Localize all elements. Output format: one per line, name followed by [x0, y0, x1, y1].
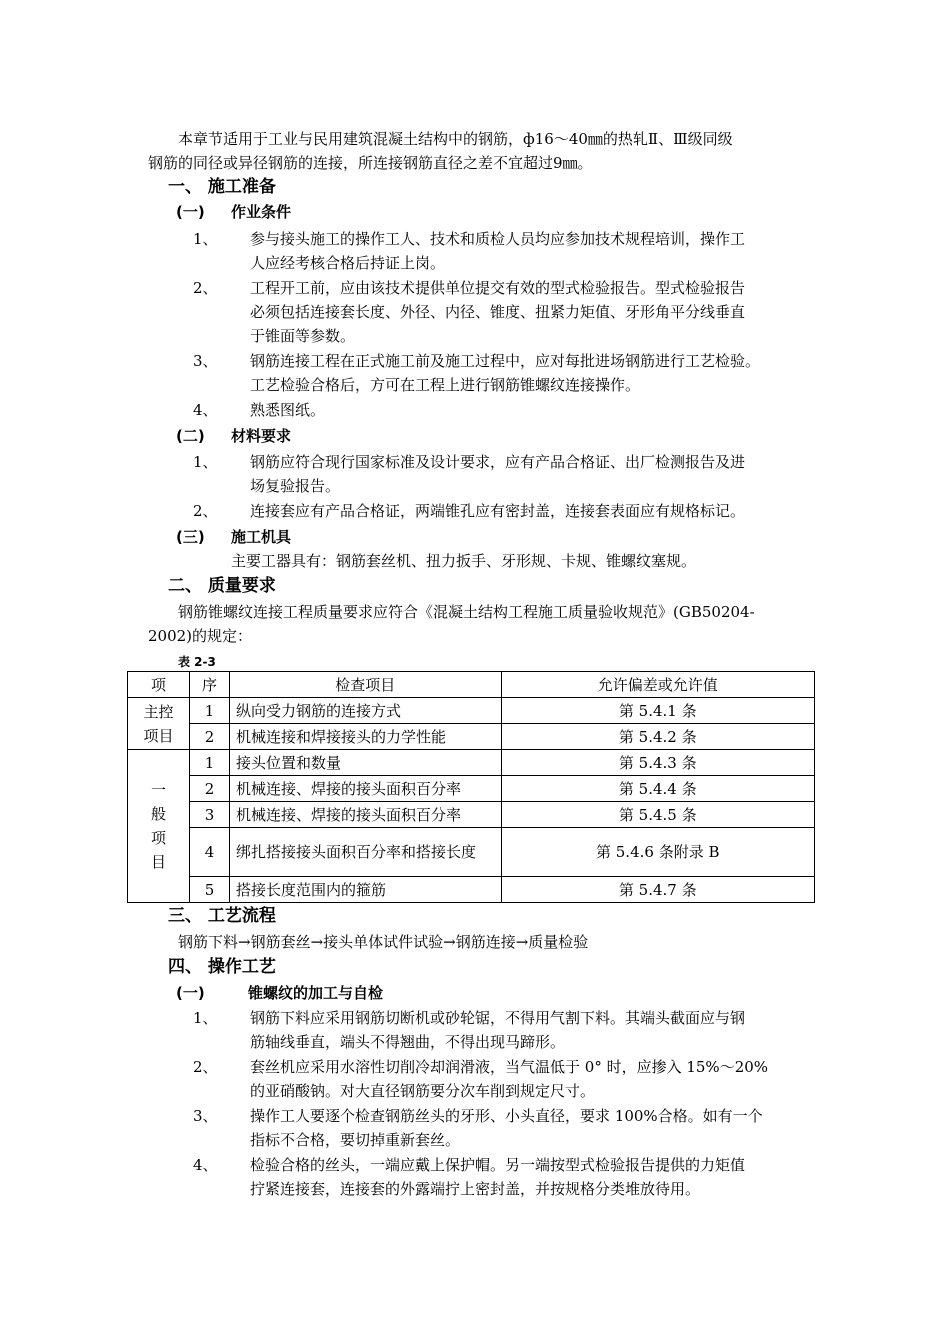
table-row	[128, 877, 815, 903]
list-item-line: 套丝机应采用水溶性切削冷却润滑液，当气温低于 0° 时，应掺入 15%～20%	[250, 1058, 769, 1076]
subsection-1-1-label: (一)	[176, 203, 205, 221]
item-cell: 机械连接、焊接的接头面积百分率	[229, 802, 501, 828]
seq-cell: 2	[189, 724, 229, 750]
value-cell: 第 5.4.5 条	[501, 802, 815, 828]
list-item-line: 的亚硝酸钠。对大直径钢筋要分次车削到规定尺寸。	[250, 1082, 596, 1100]
list-item-number: 1、	[193, 1009, 218, 1027]
seq-cell: 4	[189, 828, 229, 877]
list-item-line: 人应经考核合格后持证上岗。	[250, 254, 446, 272]
table-header-cell: 允许偏差或允许值	[501, 672, 815, 698]
quality-table	[127, 671, 815, 903]
table-header-row	[128, 672, 815, 698]
table-row	[128, 802, 815, 828]
seq-cell: 1	[189, 698, 229, 724]
value-cell: 第 5.4.4 条	[501, 776, 815, 802]
subsection-1-3-title: 施工机具	[231, 528, 292, 546]
item-cell: 绑扎搭接接头面积百分率和搭接长度	[229, 828, 501, 877]
list-item-line: 工艺检验合格后，方可在工程上进行钢筋锥螺纹连接操作。	[250, 376, 641, 394]
subsection-1-2-title: 材料要求	[231, 427, 292, 445]
intro-line-1: 本章节适用于工业与民用建筑混凝土结构中的钢筋，ф16～40㎜的热轧Ⅱ、Ⅲ级同级	[178, 130, 733, 148]
table-row	[128, 828, 815, 877]
table-row	[128, 776, 815, 802]
list-item-line: 必须包括连接套长度、外径、内径、锥度、扭紧力矩值、牙形角平分线垂直	[250, 303, 746, 321]
subsection-4-1-label: (一)	[176, 984, 205, 1002]
section-1-title: 一、 施工准备	[168, 177, 276, 197]
list-item-line: 筋轴线垂直，端头不得翘曲，不得出现马蹄形。	[250, 1033, 566, 1051]
value-cell: 第 5.4.6 条附录 B	[501, 828, 815, 877]
subsection-1-2-label: (二)	[176, 427, 205, 445]
value-cell: 第 5.4.1 条	[501, 698, 815, 724]
table-caption: 表 2-3	[178, 655, 216, 669]
process-flow-text: 钢筋下料→钢筋套丝→接头单体试件试验→钢筋连接→质量检验	[178, 933, 589, 951]
list-item-number: 2、	[193, 1058, 218, 1076]
list-item-number: 2、	[193, 279, 218, 297]
table-row	[128, 750, 815, 776]
seq-cell: 5	[189, 877, 229, 903]
table-header-cell: 序	[189, 672, 229, 698]
list-item-line: 参与接头施工的操作工人、技术和质检人员均应参加技术规程培训，操作工	[250, 230, 746, 248]
list-item-line: 连接套应有产品合格证，两端锥孔应有密封盖，连接套表面应有规格标记。	[250, 502, 746, 520]
item-cell: 机械连接和焊接接头的力学性能	[229, 724, 501, 750]
list-item-line: 钢筋下料应采用钢筋切断机或砂轮锯，不得用气割下料。其端头截面应与钢	[250, 1009, 746, 1027]
subsection-1-1-title: 作业条件	[231, 203, 292, 221]
value-cell: 第 5.4.2 条	[501, 724, 815, 750]
list-item-line: 钢筋连接工程在正式施工前及施工过程中，应对每批进场钢筋进行工艺检验。	[250, 352, 761, 370]
quality-text-line-2: 2002)的规定：	[148, 627, 253, 645]
table-header-cell: 检查项目	[229, 672, 501, 698]
subsection-4-1-title: 锥螺纹的加工与自检	[248, 984, 384, 1002]
value-cell: 第 5.4.7 条	[501, 877, 815, 903]
list-item-line: 指标不合格，要切掉重新套丝。	[250, 1131, 461, 1149]
list-item-number: 4、	[193, 1156, 218, 1174]
tools-text: 主要工器具有：钢筋套丝机、扭力扳手、牙形规、卡规、锥螺纹塞规。	[231, 552, 697, 570]
item-cell: 纵向受力钢筋的连接方式	[229, 698, 501, 724]
seq-cell: 3	[189, 802, 229, 828]
section-3-title: 三、 工艺流程	[168, 906, 276, 926]
list-item-line: 场复验报告。	[250, 477, 341, 495]
list-item-number: 3、	[193, 352, 218, 370]
table-row	[128, 724, 815, 750]
list-item-line: 拧紧连接套，连接套的外露端拧上密封盖，并按规格分类堆放待用。	[250, 1180, 701, 1198]
group-cell-general: 一般项目	[128, 750, 190, 903]
quality-text-line-1: 钢筋锥螺纹连接工程质量要求应符合《混凝土结构工程施工质量验收规范》(GB50204-	[178, 603, 755, 621]
seq-cell: 2	[189, 776, 229, 802]
subsection-1-3-label: (三)	[176, 528, 205, 546]
section-4-title: 四、 操作工艺	[168, 957, 276, 977]
list-item-line: 工程开工前，应由该技术提供单位提交有效的型式检验报告。型式检验报告	[250, 279, 746, 297]
value-cell: 第 5.4.3 条	[501, 750, 815, 776]
section-2-title: 二、 质量要求	[168, 576, 276, 596]
list-item-number: 1、	[193, 453, 218, 471]
group-cell-main-control: 主控项目	[128, 698, 190, 750]
item-cell: 机械连接、焊接的接头面积百分率	[229, 776, 501, 802]
list-item-number: 1、	[193, 230, 218, 248]
seq-cell: 1	[189, 750, 229, 776]
intro-line-2: 钢筋的同径或异径钢筋的连接，所连接钢筋直径之差不宜超过9㎜。	[148, 154, 593, 172]
list-item-line: 熟悉图纸。	[250, 401, 326, 419]
list-item-number: 2、	[193, 502, 218, 520]
list-item-line: 检验合格的丝头，一端应戴上保护帽。另一端按型式检验报告提供的力矩值	[250, 1156, 746, 1174]
list-item-line: 操作工人要逐个检查钢筋丝头的牙形、小头直径，要求 100%合格。如有一个	[250, 1107, 763, 1125]
item-cell: 搭接长度范围内的箍筋	[229, 877, 501, 903]
list-item-line: 于锥面等参数。	[250, 327, 356, 345]
table-header-cell: 项	[128, 672, 190, 698]
item-cell: 接头位置和数量	[229, 750, 501, 776]
list-item-line: 钢筋应符合现行国家标准及设计要求，应有产品合格证、出厂检测报告及进	[250, 453, 746, 471]
list-item-number: 4、	[193, 401, 218, 419]
list-item-number: 3、	[193, 1107, 218, 1125]
table-row	[128, 698, 815, 724]
